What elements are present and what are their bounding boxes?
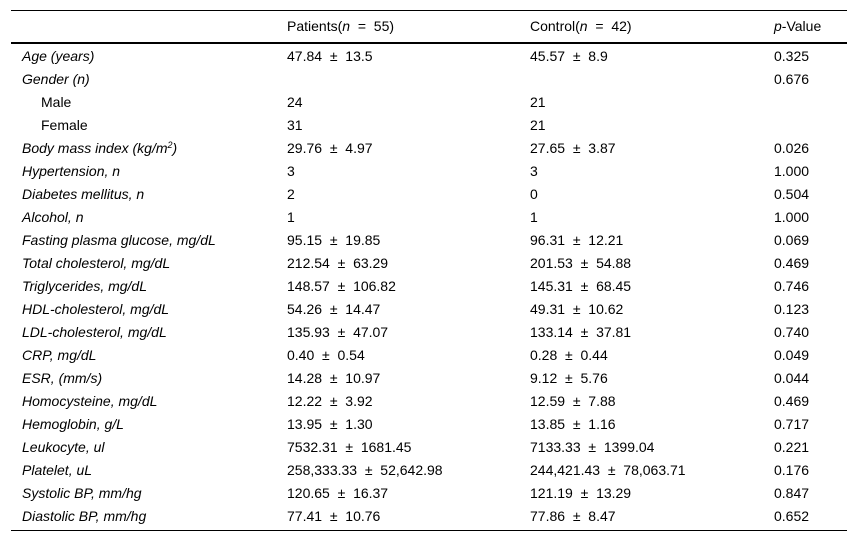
table-row <box>11 91 847 114</box>
table-row <box>11 298 847 321</box>
patients-value: 120.65 ± 16.37 <box>287 485 389 501</box>
row-label: Diastolic BP, mm/hg <box>22 508 147 524</box>
patients-value: 13.95 ± 1.30 <box>287 416 373 432</box>
p-value: 0.740 <box>774 324 810 340</box>
control-value: 45.57 ± 8.9 <box>530 48 608 64</box>
control-value: 96.31 ± 12.21 <box>530 232 624 248</box>
control-value: 244,421.43 ± 78,063.71 <box>530 462 686 478</box>
row-label: Total cholesterol, mg/dL <box>22 255 171 271</box>
p-value: 1.000 <box>774 163 810 179</box>
table-row <box>11 183 847 206</box>
table-row <box>11 344 847 367</box>
control-value: 3 <box>530 163 538 179</box>
row-label: Gender (n) <box>22 71 90 87</box>
patients-value: 212.54 ± 63.29 <box>287 255 389 271</box>
top-rule <box>11 10 847 11</box>
row-label: Platelet, uL <box>22 462 93 478</box>
table-row <box>11 229 847 252</box>
control-value: 145.31 ± 68.45 <box>530 278 632 294</box>
table-row <box>11 137 847 160</box>
p-value: 0.069 <box>774 232 810 248</box>
control-value: 7133.33 ± 1399.04 <box>530 439 655 455</box>
p-value: 0.026 <box>774 140 810 156</box>
row-label: CRP, mg/dL <box>22 347 97 363</box>
p-value: 0.746 <box>774 278 810 294</box>
row-label: Age (years) <box>22 48 95 64</box>
control-value: 201.53 ± 54.88 <box>530 255 632 271</box>
patients-value: 95.15 ± 19.85 <box>287 232 381 248</box>
patients-value: 148.57 ± 106.82 <box>287 278 396 294</box>
bottom-rule <box>11 530 847 531</box>
control-value: 1 <box>530 209 538 225</box>
row-label: Leukocyte, ul <box>22 439 105 455</box>
row-label: Body mass index $(kg/m^2)$ <box>22 140 178 156</box>
row-label: Triglycerides, mg/dL <box>22 278 148 294</box>
table-row <box>11 45 847 68</box>
table-row <box>11 68 847 91</box>
control-value: 49.31 ± 10.62 <box>530 301 624 317</box>
control-value: 27.65 ± 3.87 <box>530 140 616 156</box>
patients-value: 12.22 ± 3.92 <box>287 393 373 409</box>
header-rule <box>11 42 847 44</box>
p-value: 0.049 <box>774 347 810 363</box>
table-row <box>11 206 847 229</box>
p-value: 0.469 <box>774 393 810 409</box>
p-value: 0.504 <box>774 186 810 202</box>
p-value: 0.176 <box>774 462 810 478</box>
patients-value: 1 <box>287 209 295 225</box>
control-value: 0.28 ± 0.44 <box>530 347 608 363</box>
row-label: Hypertension, n <box>22 163 121 179</box>
table-row <box>11 160 847 183</box>
p-value: 0.652 <box>774 508 810 524</box>
table-row <box>11 367 847 390</box>
row-label: Homocysteine, mg/dL <box>22 393 158 409</box>
row-label: LDL-cholesterol, mg/dL <box>22 324 167 340</box>
row-label: Hemoglobin, g/L <box>22 416 124 432</box>
table-row <box>11 114 847 137</box>
p-value: 0.717 <box>774 416 810 432</box>
p-value: 0.044 <box>774 370 810 386</box>
patients-value: 24 <box>287 94 303 110</box>
p-value: 0.325 <box>774 48 810 64</box>
table-row <box>11 275 847 298</box>
table-row <box>11 390 847 413</box>
patients-value: 77.41 ± 10.76 <box>287 508 381 524</box>
header-patients: Patients(n = 55) <box>287 18 395 34</box>
p-value: 0.221 <box>774 439 810 455</box>
control-value: 0 <box>530 186 538 202</box>
row-label: HDL-cholesterol, mg/dL <box>22 301 170 317</box>
row-label: Female <box>41 117 88 133</box>
row-label: Alcohol, n <box>22 209 84 225</box>
control-value: 12.59 ± 7.88 <box>530 393 616 409</box>
patients-value: 7532.31 ± 1681.45 <box>287 439 412 455</box>
table-row <box>11 459 847 482</box>
control-value: 21 <box>530 94 546 110</box>
row-label: Systolic BP, mm/hg <box>22 485 142 501</box>
p-value: 0.123 <box>774 301 810 317</box>
control-value: 121.19 ± 13.29 <box>530 485 632 501</box>
table-row <box>11 505 847 528</box>
p-value: 0.847 <box>774 485 810 501</box>
patients-value: 47.84 ± 13.5 <box>287 48 373 64</box>
patients-value: 2 <box>287 186 295 202</box>
p-value: 1.000 <box>774 209 810 225</box>
control-value: 9.12 ± 5.76 <box>530 370 608 386</box>
table-row <box>11 252 847 275</box>
table-row <box>11 413 847 436</box>
table-row <box>11 482 847 505</box>
table-row <box>11 321 847 344</box>
row-label: Fasting plasma glucose, mg/dL <box>22 232 216 248</box>
control-value: 21 <box>530 117 546 133</box>
table-row <box>11 436 847 459</box>
patients-value: 31 <box>287 117 303 133</box>
patients-value: 0.40 ± 0.54 <box>287 347 365 363</box>
header-row <box>11 15 847 38</box>
row-label: Male <box>41 94 72 110</box>
header-pvalue: p-Value <box>774 18 822 34</box>
row-label: Diabetes mellitus, n <box>22 186 145 202</box>
patients-value: 29.76 ± 4.97 <box>287 140 373 156</box>
control-value: 13.85 ± 1.16 <box>530 416 616 432</box>
p-value: 0.676 <box>774 71 810 87</box>
p-value: 0.469 <box>774 255 810 271</box>
control-value: 77.86 ± 8.47 <box>530 508 616 524</box>
patients-value: 3 <box>287 163 295 179</box>
patients-value: 54.26 ± 14.47 <box>287 301 381 317</box>
patients-value: 135.93 ± 47.07 <box>287 324 389 340</box>
row-label: ESR, (mm/s) <box>22 370 103 386</box>
control-value: 133.14 ± 37.81 <box>530 324 632 340</box>
patients-value: 14.28 ± 10.97 <box>287 370 381 386</box>
header-control: Control(n = 42) <box>530 18 632 34</box>
patients-value: 258,333.33 ± 52,642.98 <box>287 462 443 478</box>
